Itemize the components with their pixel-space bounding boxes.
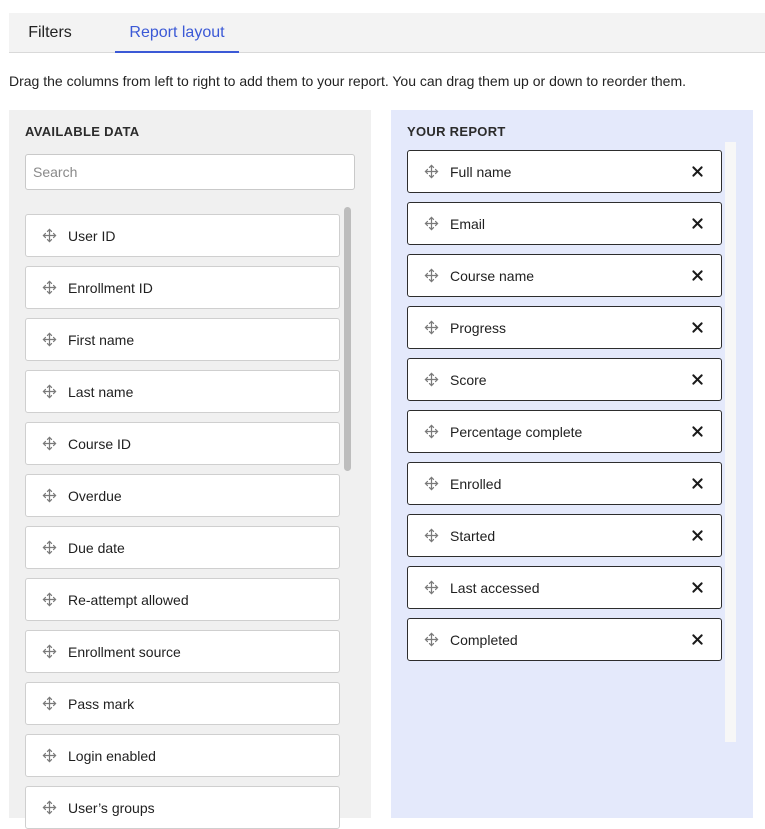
close-icon[interactable] <box>685 472 709 496</box>
available-field-label: User ID <box>68 227 116 244</box>
close-icon[interactable] <box>685 576 709 600</box>
your-report-title: YOUR REPORT <box>407 124 506 139</box>
available-field-item[interactable] <box>25 214 340 257</box>
available-field-label: Due date <box>68 539 125 556</box>
available-field-label: Enrollment ID <box>68 279 153 296</box>
available-field-item[interactable] <box>25 318 340 361</box>
report-column-label: Completed <box>450 631 518 648</box>
move-icon <box>41 487 58 504</box>
report-column-item[interactable] <box>407 566 722 609</box>
move-icon <box>423 475 440 492</box>
available-field-item[interactable] <box>25 526 340 569</box>
report-column-label: Progress <box>450 319 507 336</box>
instructions-text: Drag the columns from left to right to add them to your report. You can drag them up or down to reorder them. <box>9 73 687 89</box>
tab-filters[interactable]: Filters <box>28 24 72 41</box>
move-icon <box>41 799 58 816</box>
report-column-item[interactable] <box>407 306 722 349</box>
available-field-item[interactable] <box>25 682 340 725</box>
report-column-item[interactable] <box>407 618 722 661</box>
available-field-label: Last name <box>68 383 134 400</box>
report-column-label: Enrolled <box>450 475 502 492</box>
move-icon <box>423 371 440 388</box>
report-column-label: Started <box>450 527 496 544</box>
tab-bar <box>9 13 765 53</box>
move-icon <box>423 319 440 336</box>
available-field-item[interactable] <box>25 422 340 465</box>
available-field-label: First name <box>68 331 135 348</box>
available-field-item[interactable] <box>25 578 340 621</box>
search-input[interactable] <box>25 154 355 190</box>
move-icon <box>41 747 58 764</box>
report-column-item[interactable] <box>407 358 722 401</box>
report-scrollbar-track[interactable] <box>725 142 736 742</box>
scrollbar-thumb[interactable] <box>344 207 351 471</box>
move-icon <box>41 539 58 556</box>
available-list <box>25 214 341 829</box>
available-field-label: Enrollment source <box>68 643 181 660</box>
move-icon <box>423 579 440 596</box>
your-report-panel <box>391 110 753 818</box>
close-icon[interactable] <box>685 628 709 652</box>
report-column-item[interactable] <box>407 462 722 505</box>
available-field-item[interactable] <box>25 734 340 777</box>
available-field-item[interactable] <box>25 630 340 673</box>
available-field-label: Pass mark <box>68 695 135 712</box>
available-field-label: Overdue <box>68 487 122 504</box>
move-icon <box>423 215 440 232</box>
close-icon[interactable] <box>685 420 709 444</box>
report-column-label: Email <box>450 215 486 232</box>
move-icon <box>423 631 440 648</box>
close-icon[interactable] <box>685 160 709 184</box>
close-icon[interactable] <box>685 316 709 340</box>
report-column-label: Score <box>450 371 487 388</box>
move-icon <box>423 527 440 544</box>
move-icon <box>423 267 440 284</box>
close-icon[interactable] <box>685 524 709 548</box>
report-column-item[interactable] <box>407 410 722 453</box>
report-list <box>407 150 722 661</box>
move-icon <box>41 331 58 348</box>
available-field-item[interactable] <box>25 370 340 413</box>
report-column-item[interactable] <box>407 254 722 297</box>
move-icon <box>41 279 58 296</box>
move-icon <box>423 163 440 180</box>
close-icon[interactable] <box>685 368 709 392</box>
available-field-label: Course ID <box>68 435 132 452</box>
report-column-label: Full name <box>450 163 512 180</box>
move-icon <box>41 227 58 244</box>
move-icon <box>423 423 440 440</box>
available-list-viewport <box>25 214 341 816</box>
move-icon <box>41 383 58 400</box>
available-scrollbar[interactable] <box>343 205 353 805</box>
available-field-item[interactable] <box>25 474 340 517</box>
tab-report-layout[interactable]: Report layout <box>115 13 239 53</box>
report-column-label: Percentage complete <box>450 423 583 440</box>
available-field-label: Login enabled <box>68 747 156 764</box>
move-icon <box>41 435 58 452</box>
report-column-label: Last accessed <box>450 579 540 596</box>
report-column-item[interactable] <box>407 202 722 245</box>
move-icon <box>41 643 58 660</box>
close-icon[interactable] <box>685 264 709 288</box>
move-icon <box>41 695 58 712</box>
available-field-item[interactable] <box>25 266 340 309</box>
report-column-item[interactable] <box>407 514 722 557</box>
available-field-label: Re-attempt allowed <box>68 591 189 608</box>
move-icon <box>41 591 58 608</box>
report-column-label: Course name <box>450 267 535 284</box>
available-field-item[interactable] <box>25 786 340 829</box>
close-icon[interactable] <box>685 212 709 236</box>
available-data-panel <box>9 110 371 818</box>
report-column-item[interactable] <box>407 150 722 193</box>
available-data-title: AVAILABLE DATA <box>25 124 140 139</box>
available-field-label: User’s groups <box>68 799 155 816</box>
